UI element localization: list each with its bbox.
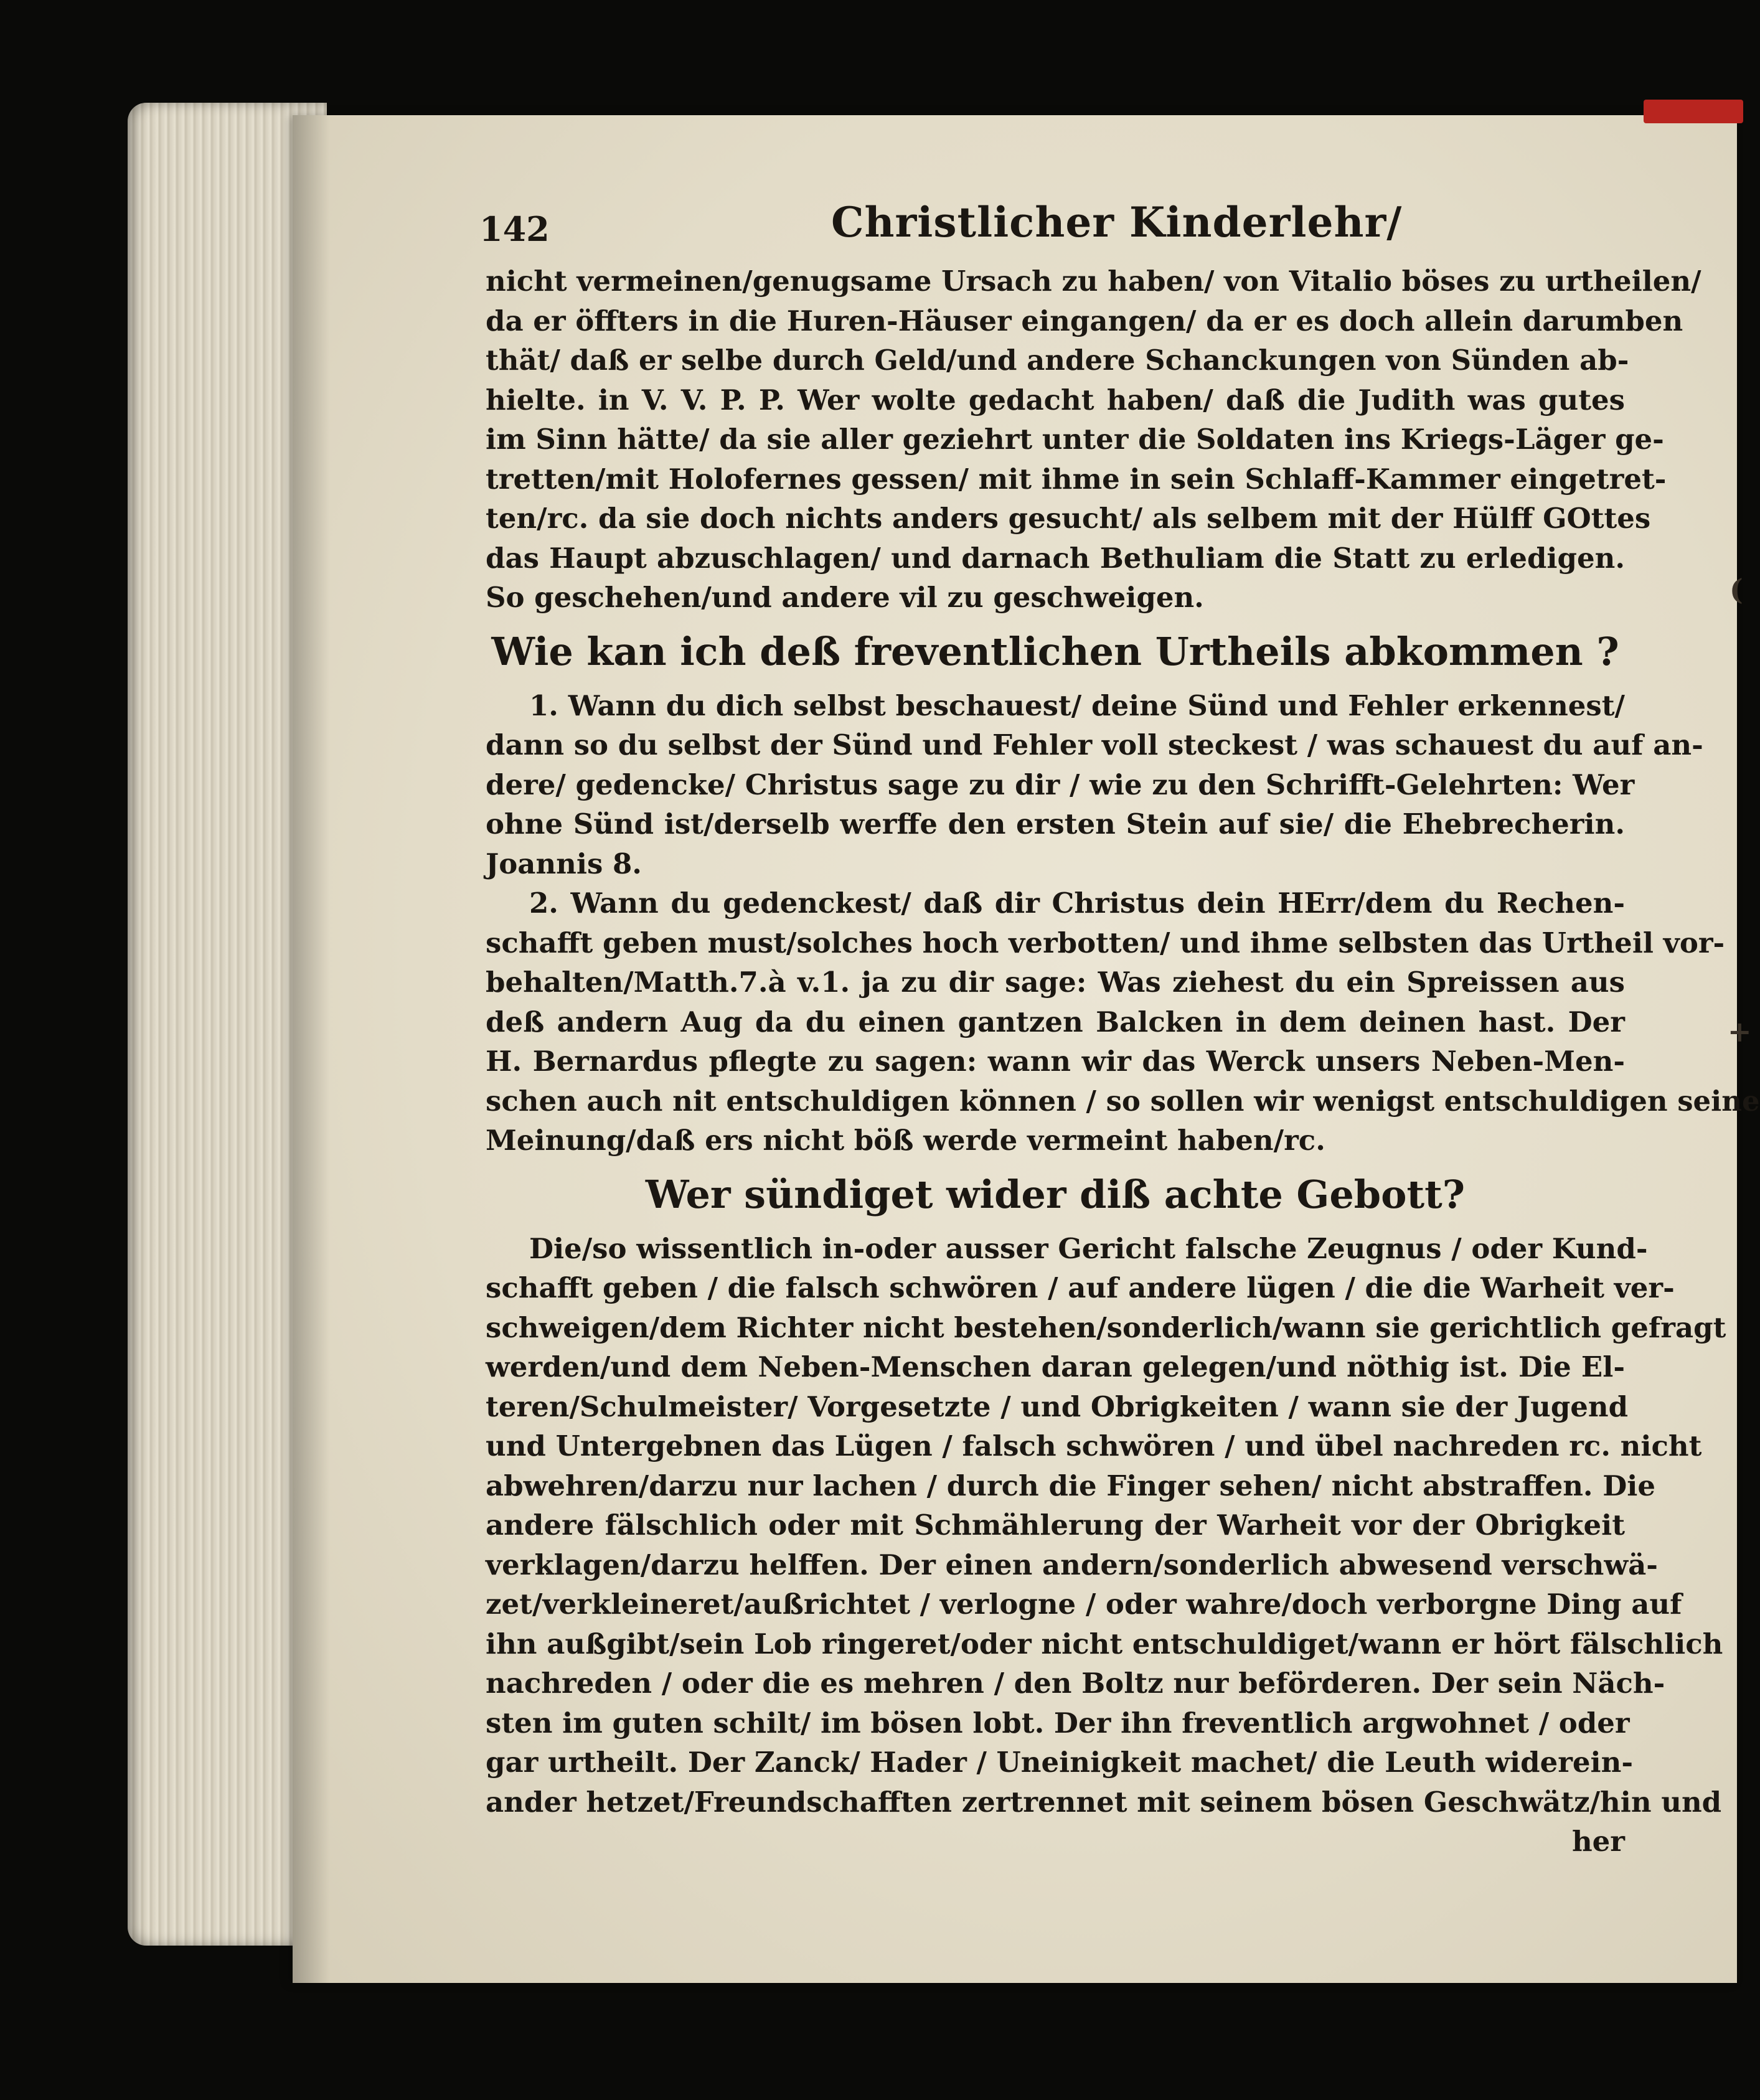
section-heading-2: Wer sündiget wider diß achte Gebott? xyxy=(645,1171,1466,1217)
text-line: So geschehen/und andere vil zu geschweigen. xyxy=(486,581,1204,614)
page-gutter-shadow xyxy=(293,115,330,1983)
paragraph-4 xyxy=(486,1229,1726,1822)
text-line: hielte. in V. V. P. P. Wer wolte gedacht haben/ daß die Judith was gutes xyxy=(486,383,1625,417)
text-line: schafft geben / die falsch schwören / auf andere lügen / die die Warheit ver- xyxy=(486,1271,1675,1304)
text-line: gar urtheilt. Der Zanck/ Hader / Uneinigkeit machet/ die Leuth widerein- xyxy=(486,1746,1634,1779)
page-body xyxy=(486,261,1760,1862)
text-line: dann so du selbst der Sünd und Fehler voll steckest / was schauest du auf an- xyxy=(486,728,1703,761)
text-line: ten/rc. da sie doch nichts anders gesucht/ als selbem mit der Hülff GOttes xyxy=(486,502,1651,535)
section-heading-1: Wie kan ich deß freventlichen Urtheils abkommen ? xyxy=(491,628,1619,674)
margin-mark: ( xyxy=(1729,573,1743,606)
text-line: das Haupt abzuschlagen/ und darnach Bethuliam die Statt zu erledigen. xyxy=(486,541,1625,575)
text-line: Die/so wissentlich in-oder ausser Gericht falsche Zeugnus / oder Kund- xyxy=(529,1231,1648,1265)
page-header xyxy=(479,198,1625,254)
text-line: 1. Wann du dich selbst beschauest/ deine Sünd und Fehler erkennest/ xyxy=(529,689,1625,722)
text-line: dere/ gedencke/ Christus sage zu dir / wie zu den Schrifft-Gelehrten: Wer xyxy=(486,768,1635,801)
text-line: sten im guten schilt/ im bösen lobt. Der ihn freventlich argwohnet / oder xyxy=(486,1706,1630,1740)
text-line: im Sinn hätte/ da sie aller geziehrt unter die Soldaten ins Kriegs-Läger ge- xyxy=(486,423,1664,456)
text-line: deß andern Aug da du einen gantzen Balcken in dem deinen hast. Der xyxy=(486,1005,1625,1038)
text-line: zet/verkleineret/außrichtet / verlogne / oder wahre/doch verborgne Ding auf xyxy=(486,1588,1682,1621)
text-line: thät/ daß er selbe durch Geld/und andere Schanckungen von Sünden ab- xyxy=(486,344,1629,377)
text-line: 2. Wann du gedenckest/ daß dir Christus dein HErr/dem du Rechen- xyxy=(529,887,1625,920)
text-line: schweigen/dem Richter nicht bestehen/sonderlich/wann sie gerichtlich gefragt xyxy=(486,1311,1726,1344)
text-line: ohne Sünd ist/derselb werffe den ersten Stein auf sie/ die Ehebrecherin. xyxy=(486,808,1625,840)
text-line: ihn außgibt/sein Lob ringeret/oder nicht entschuldiget/wann er hört fälschlich xyxy=(486,1627,1723,1660)
text-line: werden/und dem Neben-Menschen daran gelegen/und nöthig ist. Die El- xyxy=(486,1350,1625,1383)
text-line: teren/Schulmeister/ Vorgesetzte / und Obrigkeiten / wann sie der Jugend xyxy=(486,1390,1629,1423)
paragraph-2 xyxy=(486,686,1703,884)
text-line: behalten/Matth.7.à v.1. ja zu dir sage: Was ziehest du ein Spreissen aus xyxy=(486,966,1625,999)
text-line: schen auch nit entschuldigen können / so sollen wir wenigst entschuldigen seine xyxy=(486,1084,1760,1118)
text-line: ander hetzet/Freundschafften zertrennet mit seinem bösen Geschwätz/hin und xyxy=(486,1785,1722,1819)
text-line: verklagen/darzu helffen. Der einen andern/sonderlich abwesend verschwä- xyxy=(486,1548,1658,1581)
running-title: Christlicher Kinderlehr/ xyxy=(831,198,1403,247)
catchword: her xyxy=(1571,1825,1625,1858)
text-line: Meinung/daß ers nicht böß werde vermeint haben/rc. xyxy=(486,1124,1325,1157)
bookmark-ribbon xyxy=(1644,100,1743,123)
page-number: 142 xyxy=(479,209,550,249)
text-line: H. Bernardus pflegte zu sagen: wann wir das Werck unsers Neben-Men- xyxy=(486,1045,1625,1078)
text-line: andere fälschlich oder mit Schmählerung der Warheit vor der Obrigkeit xyxy=(486,1509,1625,1542)
text-line: tretten/mit Holofernes gessen/ mit ihme in sein Schlaff-Kammer eingetret- xyxy=(486,462,1667,496)
text-line: nachreden / oder die es mehren / den Boltz nur beförderen. Der sein Näch- xyxy=(486,1667,1665,1700)
paragraph-1 xyxy=(486,261,1701,618)
margin-mark: + xyxy=(1728,1015,1752,1048)
text-line: Joannis 8. xyxy=(486,847,642,880)
text-line: schafft geben must/solches hoch verbotten/ und ihme selbsten das Urtheil vor- xyxy=(486,926,1725,959)
text-line: und Untergebnen das Lügen / falsch schwören / und übel nachreden rc. nicht xyxy=(486,1429,1702,1462)
text-line: da er öffters in die Huren-Häuser eingangen/ da er es doch allein darumben xyxy=(486,304,1683,337)
paragraph-3 xyxy=(486,883,1760,1161)
text-line: abwehren/darzu nur lachen / durch die Finger sehen/ nicht abstraffen. Die xyxy=(486,1469,1656,1502)
text-line: nicht vermeinen/genugsame Ursach zu haben/ von Vitalio böses zu urtheilen/ xyxy=(486,265,1701,298)
